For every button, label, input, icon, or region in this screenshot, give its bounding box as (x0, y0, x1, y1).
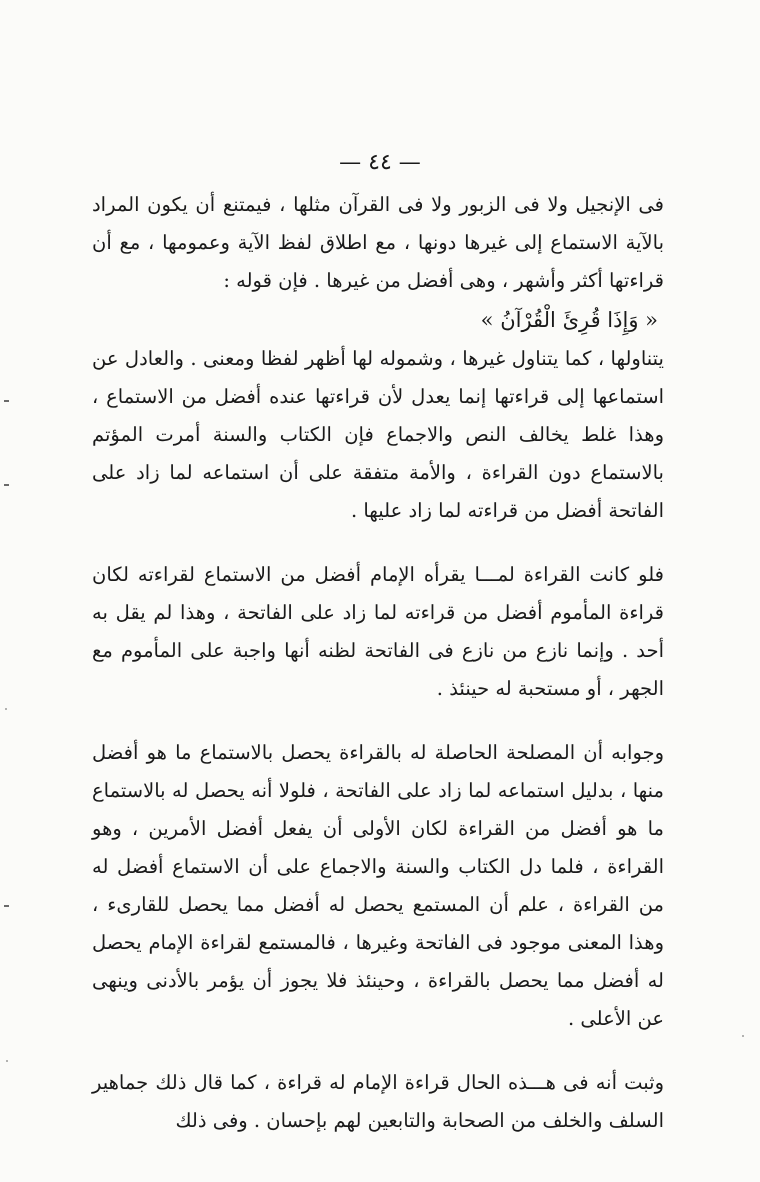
scan-mark (4, 484, 9, 486)
paragraph-1: فى الإنجيل ولا فى الزبور ولا فى القرآن مثلها ، فيمتنع أن يكون المراد بالآية الاستماع إلى غيرها دونها ، مع اطلاق لفظ الآية وعمومها ، مع أن قراءتها أكثر وأشهر ، وهى أفضل من غيرها . فإن قوله : (92, 193, 664, 292)
page-body (92, 186, 664, 1140)
paragraph-4: وجوابه أن المصلحة الحاصلة له بالقراءة يحصل بالاستماع ما هو أفضل منها ، بدليل استماعه لما زاد على الفاتحة ، فلولا أنه يحصل له بالاستماع ما هو أفضل من القراءة لكان الأولى أن يفعل أفضل الأمرين ، وهو القراءة ، فلما دل الكتاب والسنة والاجماع على أن الاستماع أفضل له من القراءة ، علم أن المستمع يحصل له أفضل مما يحصل للقارىء ، وهذا المعنى موجود فى الفاتحة وغيرها ، فالمستمع لقراءة الإمام يحصل له أفضل مما يحصل بالقراءة ، وحينئذ فلا يجوز أن يؤمر بالأدنى وينهى عن الأعلى . (92, 741, 664, 1030)
scan-speck (5, 708, 7, 710)
scan-speck (742, 1035, 744, 1037)
paragraph-5: وثبت أنه فى هـــذه الحال قراءة الإمام له قراءة ، كما قال ذلك جماهير السلف والخلف من الصحابة والتابعين لهم بإحسان . وفى ذلك (92, 1071, 664, 1132)
quran-verse-quote: « وَإِذَا قُرِئَ الْقُرْآنُ » (480, 308, 658, 332)
scan-speck (6, 1060, 8, 1062)
scan-mark (4, 905, 9, 907)
scan-mark (4, 400, 9, 402)
paragraph-3: فلو كانت القراءة لمـــا يقرأه الإمام أفضل من الاستماع لقراءته لكان قراءة المأموم أفضل من قراءته لما زاد على الفاتحة ، وهذا لم يقل به أحد . وإنما نازع من نازع فى الفاتحة لظنه أنها واجبة على المأموم مع الجهر ، أو مستحبة له حينئذ . (92, 563, 664, 700)
paragraph-2: يتناولها ، كما يتناول غيرها ، وشموله لها أظهر لفظا ومعنى . والعادل عن استماعها إلى قراءتها إنما يعدل لأن قراءتها عنده أفضل من الاستماع ، وهذا غلط يخالف النص والاجماع فإن الكتاب والسنة أمرت المؤتم بالاستماع دون القراءة ، والأمة متفقة على أن استماعه لما زاد على الفاتحة أفضل من قراءته لما زاد عليها . (92, 347, 664, 522)
page-number: — ٤٤ — (339, 150, 421, 175)
